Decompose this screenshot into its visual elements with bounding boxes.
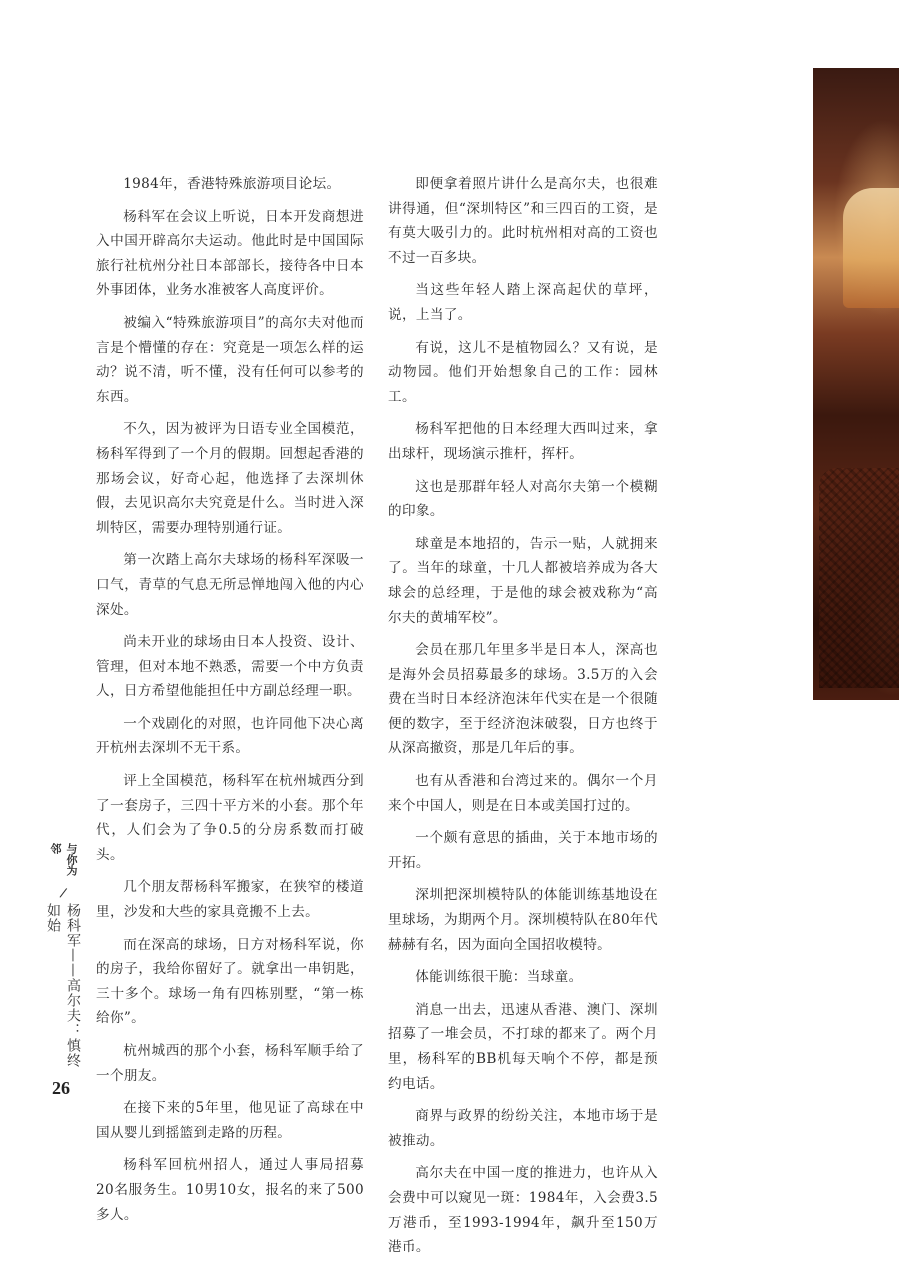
paragraph: 杭州城西的那个小套，杨科军顺手给了一个朋友。 (96, 1043, 364, 1084)
paragraph: 杨科军把他的日本经理大西叫过来，拿出球杆，现场演示推杆，挥杆。 (388, 421, 658, 462)
paragraph: 杨科军在会议上听说，日本开发商想进入中国开辟高尔夫运动。他此时是中国国际旅行社杭州分社日本部部长，接待各中日本外事团体，业务水准被客人高度评价。 (96, 208, 364, 299)
paragraph: 被编入“特殊旅游项目”的高尔夫对他而言是个懵懂的存在：究竟是一项怎么样的运动？说不清，听不懂，没有任何可以参考的东西。 (96, 314, 364, 405)
lamp-shade-graphic (843, 188, 899, 308)
running-header (45, 843, 81, 1078)
header-separator: / (58, 886, 68, 902)
interior-photo (813, 68, 899, 700)
paragraph: 深圳把深圳模特队的体能训练基地设在里球场，为期两个月。深圳模特队在80年代赫赫有名，因为面向全国招收模特。 (388, 887, 658, 953)
carved-wood-graphic (819, 468, 899, 688)
right-text-column (388, 172, 658, 1268)
paragraph: 而在深高的球场，日方对杨科军说，你的房子，我给你留好了。就拿出一串钥匙，三十多个。球场一角有四栋别墅，“第一栋给你”。 (96, 936, 364, 1027)
paragraph: 评上全国模范，杨科军在杭州城西分到了一套房子，三四十平方米的小套。那个年代，人们会为了争0.5的分房系数而打破头。 (96, 773, 364, 863)
paragraph: 消息一出去，迅速从香港、澳门、深圳招募了一堆会员，不打球的都来了。两个月里，杨科军的BB机每天响个不停，都是预约电话。 (388, 1001, 658, 1092)
paragraph: 也有从香港和台湾过来的。偶尔一个月来个中国人，则是在日本或美国打过的。 (388, 773, 658, 814)
paragraph: 1984年，香港特殊旅游项目论坛。 (123, 176, 341, 192)
paragraph: 不久，因为被评为日语专业全国模范，杨科军得到了一个月的假期。回想起香港的那场会议，好奇心起，他选择了去深圳休假，去见识高尔夫究竟是什么。当时进入深圳特区，需要办理特别通行证。 (96, 421, 364, 536)
paragraph: 几个朋友帮杨科军搬家，在狭窄的楼道里，沙发和大些的家具竟搬不上去。 (96, 879, 364, 921)
paragraph: 在接下来的5年里，他见证了高球在中国从婴儿到摇篮到走路的历程。 (96, 1100, 364, 1141)
paragraph: 体能训练很干脆：当球童。 (415, 969, 583, 986)
paragraph: 当这些年轻人踏上深高起伏的草坪，说，上当了。 (388, 282, 658, 323)
paragraph: 第一次踏上高尔夫球场的杨科军深吸一口气，青草的气息无所忌惮地闯入他的内心深处。 (96, 552, 364, 618)
paragraph: 这也是那群年轻人对高尔夫第一个模糊的印象。 (388, 478, 658, 520)
paragraph: 商界与政界的纷纷关注，本地市场于是被推动。 (388, 1108, 658, 1149)
paragraph: 一个颇有意思的插曲，关于本地市场的开拓。 (388, 830, 658, 871)
article-title: 杨科军——高尔夫：慎终如始 (45, 903, 81, 1069)
paragraph: 高尔夫在中国一度的推进力，也许从入会费中可以窥见一斑：1984年，入会费3.5万港币，至1993-1994年，飙升至150万港币。 (388, 1165, 658, 1256)
paragraph: 球童是本地招的，告示一贴，人就拥来了。当年的球童，十几人都被培养成为各大球会的总经理，于是他的球会被戏称为“高尔夫的黄埔军校”。 (388, 535, 658, 626)
paragraph: 一个戏剧化的对照，也许同他下决心离开杭州去深圳不无干系。 (96, 715, 364, 757)
section-label: 与你为邻 (49, 843, 78, 876)
paragraph: 尚未开业的球场由日本人投资、设计、管理，但对本地不熟悉，需要一个中方负责人，日方希望他能担任中方副总经理一职。 (96, 634, 364, 700)
paragraph: 即便拿着照片讲什么是高尔夫，也很难讲得通，但“深圳特区”和三四百的工资，是有莫大吸引力的。此时杭州相对高的工资也不过一百多块。 (388, 176, 658, 266)
left-text-column (96, 172, 364, 1235)
paragraph: 会员在那几年里多半是日本人，深高也是海外会员招募最多的球场。3.5万的入会费在当时日本经济泡沫年代实在是一个很随便的数字，至于经济泡沫破裂，日方也终于从深高撤资，那是几年后的事。 (388, 642, 658, 757)
paragraph: 有说，这儿不是植物园么？又有说，是动物园。他们开始想象自己的工作：园林工。 (388, 339, 658, 405)
page-number: 26 (52, 1078, 70, 1098)
paragraph: 杨科军回杭州招人，通过人事局招募20名服务生。10男10女，报名的来了500多人。 (96, 1157, 364, 1223)
